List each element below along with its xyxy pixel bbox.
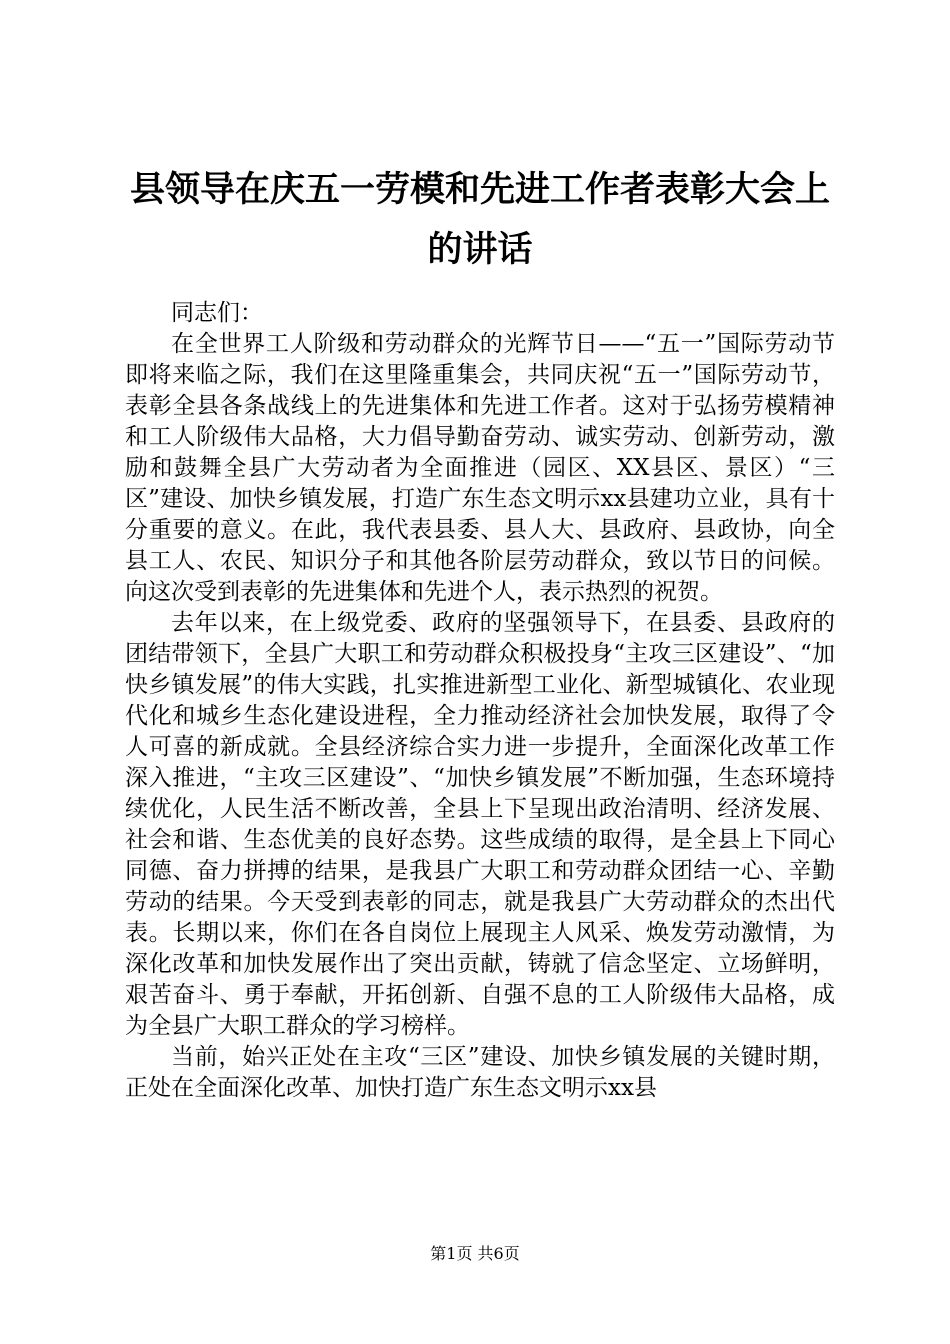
- salutation: 同志们：: [171, 300, 263, 326]
- paragraph-1: 在全世界工人阶级和劳动群众的光辉节日——“五一”国际劳动节即将来临之际，我们在这里隆重集会，共同庆祝“五一”国际劳动节，表彰全县各条战线上的先进集体和先进工作者。这对于弘扬劳模精神和工人阶级伟大品格，大力倡导勤奋劳动、诚实劳动、创新劳动，激励和鼓舞全县广大劳动者为全面推进（园区、XX县区、景区）“三区”建设、加快乡镇发展，打造广东生态文明示xx县建功立业，具有十分重要的意义。在此，我代表县委、县人大、县政府、县政协，向全县工人、农民、知识分子和其他各阶层劳动群众，致以节日的问候。向这次受到表彰的先进集体和先进个人，表示热烈的祝贺。: [125, 331, 835, 605]
- document-body: [125, 298, 835, 1104]
- title-line-2: 的讲话: [427, 230, 533, 270]
- paragraph-2: 去年以来，在上级党委、政府的坚强领导下，在县委、县政府的团结带领下，全县广大职工和劳动群众积极投身“主攻三区建设”、“加快乡镇发展”的伟大实践，扎实推进新型工业化、新型城镇化、农业现代化和城乡生态化建设进程，全力推动经济社会加快发展，取得了令人可喜的新成就。全县经济综合实力进一步提升，全面深化改革工作深入推进，“主攻三区建设”、“加快乡镇发展”不断加强，生态环境持续优化，人民生活不断改善，全县上下呈现出政治清明、经济发展、社会和谐、生态优美的良好态势。这些成绩的取得，是全县上下同心同德、奋力拼搏的结果，是我县广大职工和劳动群众团结一心、辛勤劳动的结果。今天受到表彰的同志，就是我县广大劳动群众的杰出代表。长期以来，你们在各自岗位上展现主人风采、焕发劳动激情，为深化改革和加快发展作出了突出贡献，铸就了信念坚定、立场鲜明，艰苦奋斗、勇于奉献，开拓创新、自强不息的工人阶级伟大品格，成为全县广大职工群众的学习榜样。: [125, 610, 835, 1039]
- page-footer: 第1页 共6页: [430, 1244, 520, 1263]
- document-title: [120, 160, 840, 280]
- paragraph-3: 当前，始兴正处在主攻“三区”建设、加快乡镇发展的关键时期，正处在全面深化改革、加快打造广东生态文明示xx县: [125, 1044, 835, 1101]
- title-line-1: 县领导在庆五一劳模和先进工作者表彰大会上: [129, 170, 830, 210]
